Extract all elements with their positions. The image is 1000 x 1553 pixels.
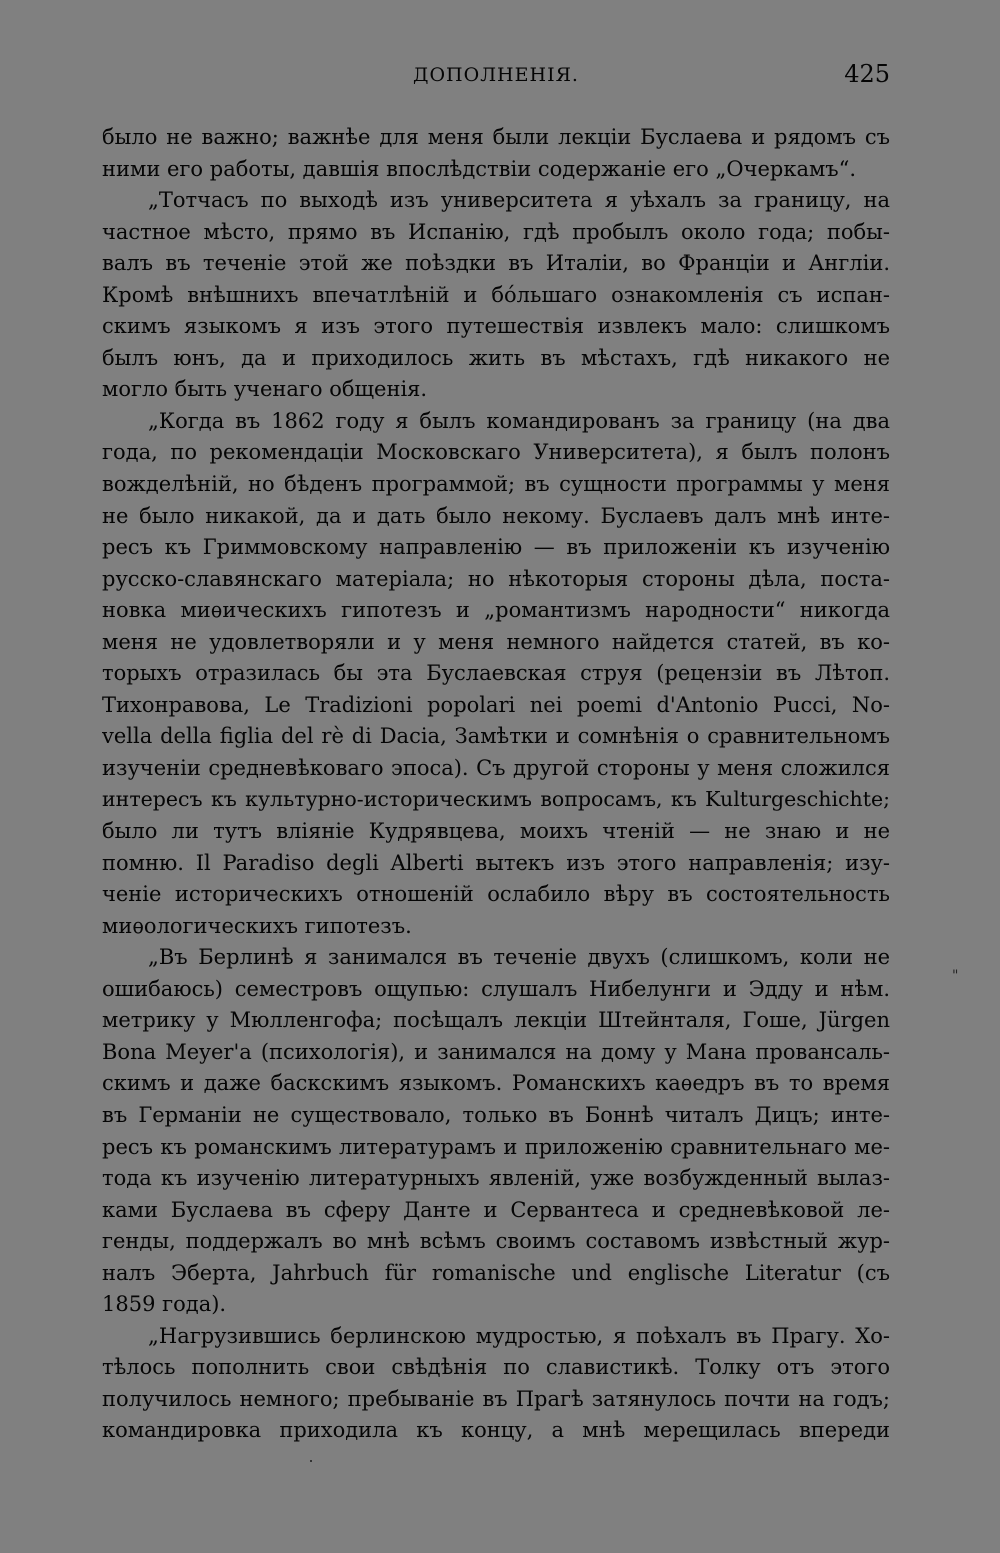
text-line: частное мѣсто, прямо въ Испанію, гдѣ пробылъ около года; побы- [102,219,890,244]
text-line: не было никакой, да и дать было некому. Буслаевъ далъ мнѣ инте- [102,503,890,528]
text-line: 1859 года). [102,1292,227,1317]
text-line: могло быть ученаго общенія. [102,377,428,402]
text-line: интересъ къ культурно-историческимъ вопросамъ, къ Kulturgeschichte; [102,787,890,812]
text-line: ченіе историческихъ отношеній ослабило вѣру въ состоятельность [102,882,890,907]
text-line: ними его работы, давшія впослѣдствіи содержаніе его „Очеркамъ“. [102,156,857,181]
text-line: ресъ къ Гриммовскому направленію — въ приложеніи къ изученію [102,535,890,560]
text-line: русско-славянскаго матеріала; но нѣкоторыя стороны дѣла, поста- [102,566,890,591]
text-line: командировка приходила къ концу, а мнѣ мерещилась впереди [102,1418,890,1443]
text-line: скимъ языкомъ я изъ этого путешествія извлекъ мало: слишкомъ [102,314,890,339]
page-number: 425 [844,60,890,88]
text-line: было не важно; важнѣе для меня были лекціи Буслаева и рядомъ съ [102,125,890,149]
text-line: метрику у Мюлленгофа; посѣщалъ лекціи Штейнталя, Гоше, Jürgen [102,1008,890,1033]
text-line: налъ Эберта, Jahrbuch für romanische und englische Literatur (съ [102,1260,890,1285]
text-line: генды, поддержалъ во мнѣ всѣмъ своимъ составомъ извѣстный жур- [102,1229,890,1254]
text-line: Кромѣ внѣшнихъ впечатлѣній и бóльшаго ознакомленія съ испан- [102,282,890,307]
text-line: было ли тутъ вліяніе Кудрявцева, моихъ чтеній — не знаю и не [102,819,890,844]
text-line: тѣлось пополнить свои свѣдѣнія по славистикѣ. Толку отъ этого [102,1355,890,1380]
text-line: тода къ изученію литературныхъ явленій, уже возбужденный вылаз- [102,1166,890,1191]
text-line: торыхъ отразилась бы эта Буслаевская струя (рецензіи въ Лѣтоп. [102,661,890,686]
text-line: меня не удовлетворяли и у меня немного найдется статей, въ ко- [102,629,890,654]
page-header [102,60,890,94]
text-line: ошибаюсь) семестровъ ощупью: слушалъ Нибелунги и Эдду и нѣм. [102,976,890,1001]
text-line: ресъ къ романскимъ литературамъ и приложенію сравнительнаго ме- [102,1134,890,1159]
text-line: помню. Il Paradiso degli Alberti вытекъ изъ этого направленія; изу- [102,850,890,875]
text-line: валъ въ теченіе этой же поѣздки въ Италіи, во Франціи и Англіи. [102,251,890,276]
text-line: Bona Meyer'a (психологія), и занимался на дому у Мана провансаль- [102,1039,890,1064]
text-line: Тихонравова, Le Tradizioni popolari nei poemi d'Antonio Pucci, No- [102,692,890,717]
text-line: ками Буслаева въ сферу Данте и Сервантеса и средневѣковой ле- [102,1197,890,1222]
text-line: получилось немного; пребываніе въ Прагѣ затянулось почти на годъ; [102,1386,890,1411]
text-line: новка миѳическихъ гипотезъ и „романтизмъ народности“ никогда [102,598,890,623]
body-text [102,122,890,1447]
running-title: ДОПОЛНЕНІЯ. [413,64,579,86]
text-line: скимъ и даже баскскимъ языкомъ. Романскихъ каѳедръ въ то время [102,1071,890,1096]
text-line: года, по рекомендаціи Московскаго Университета), я былъ полонъ [102,440,890,465]
text-line: „Нагрузившись берлинскою мудростью, я поѣхалъ въ Прагу. Хо- [148,1323,890,1348]
text-line: изученіи средневѣковаго эпоса). Съ другой стороны у меня сложился [102,755,890,780]
text-line: миѳологическихъ гипотезъ. [102,913,412,938]
text-line: „Тотчасъ по выходѣ изъ университета я уѣхалъ за границу, на [148,188,890,213]
print-speck [310,1460,312,1462]
margin-mark: " [952,968,959,984]
text-line: „Когда въ 1862 году я былъ командированъ за границу (на два [148,408,890,433]
text-line: былъ юнъ, да и приходилось жить въ мѣстахъ, гдѣ никакого не [102,345,890,370]
text-line: „Въ Берлинѣ я занимался въ теченіе двухъ (слишкомъ, коли не [148,945,890,970]
text-line: въ Германіи не существовало, только въ Боннѣ читалъ Дицъ; инте- [102,1102,890,1127]
text-line: vella della figlia del rè di Dacia, Замѣтки и сомнѣнія о сравнительномъ [102,724,890,749]
text-line: вожделѣній, но бѣденъ программой; въ сущности программы у меня [102,472,890,497]
